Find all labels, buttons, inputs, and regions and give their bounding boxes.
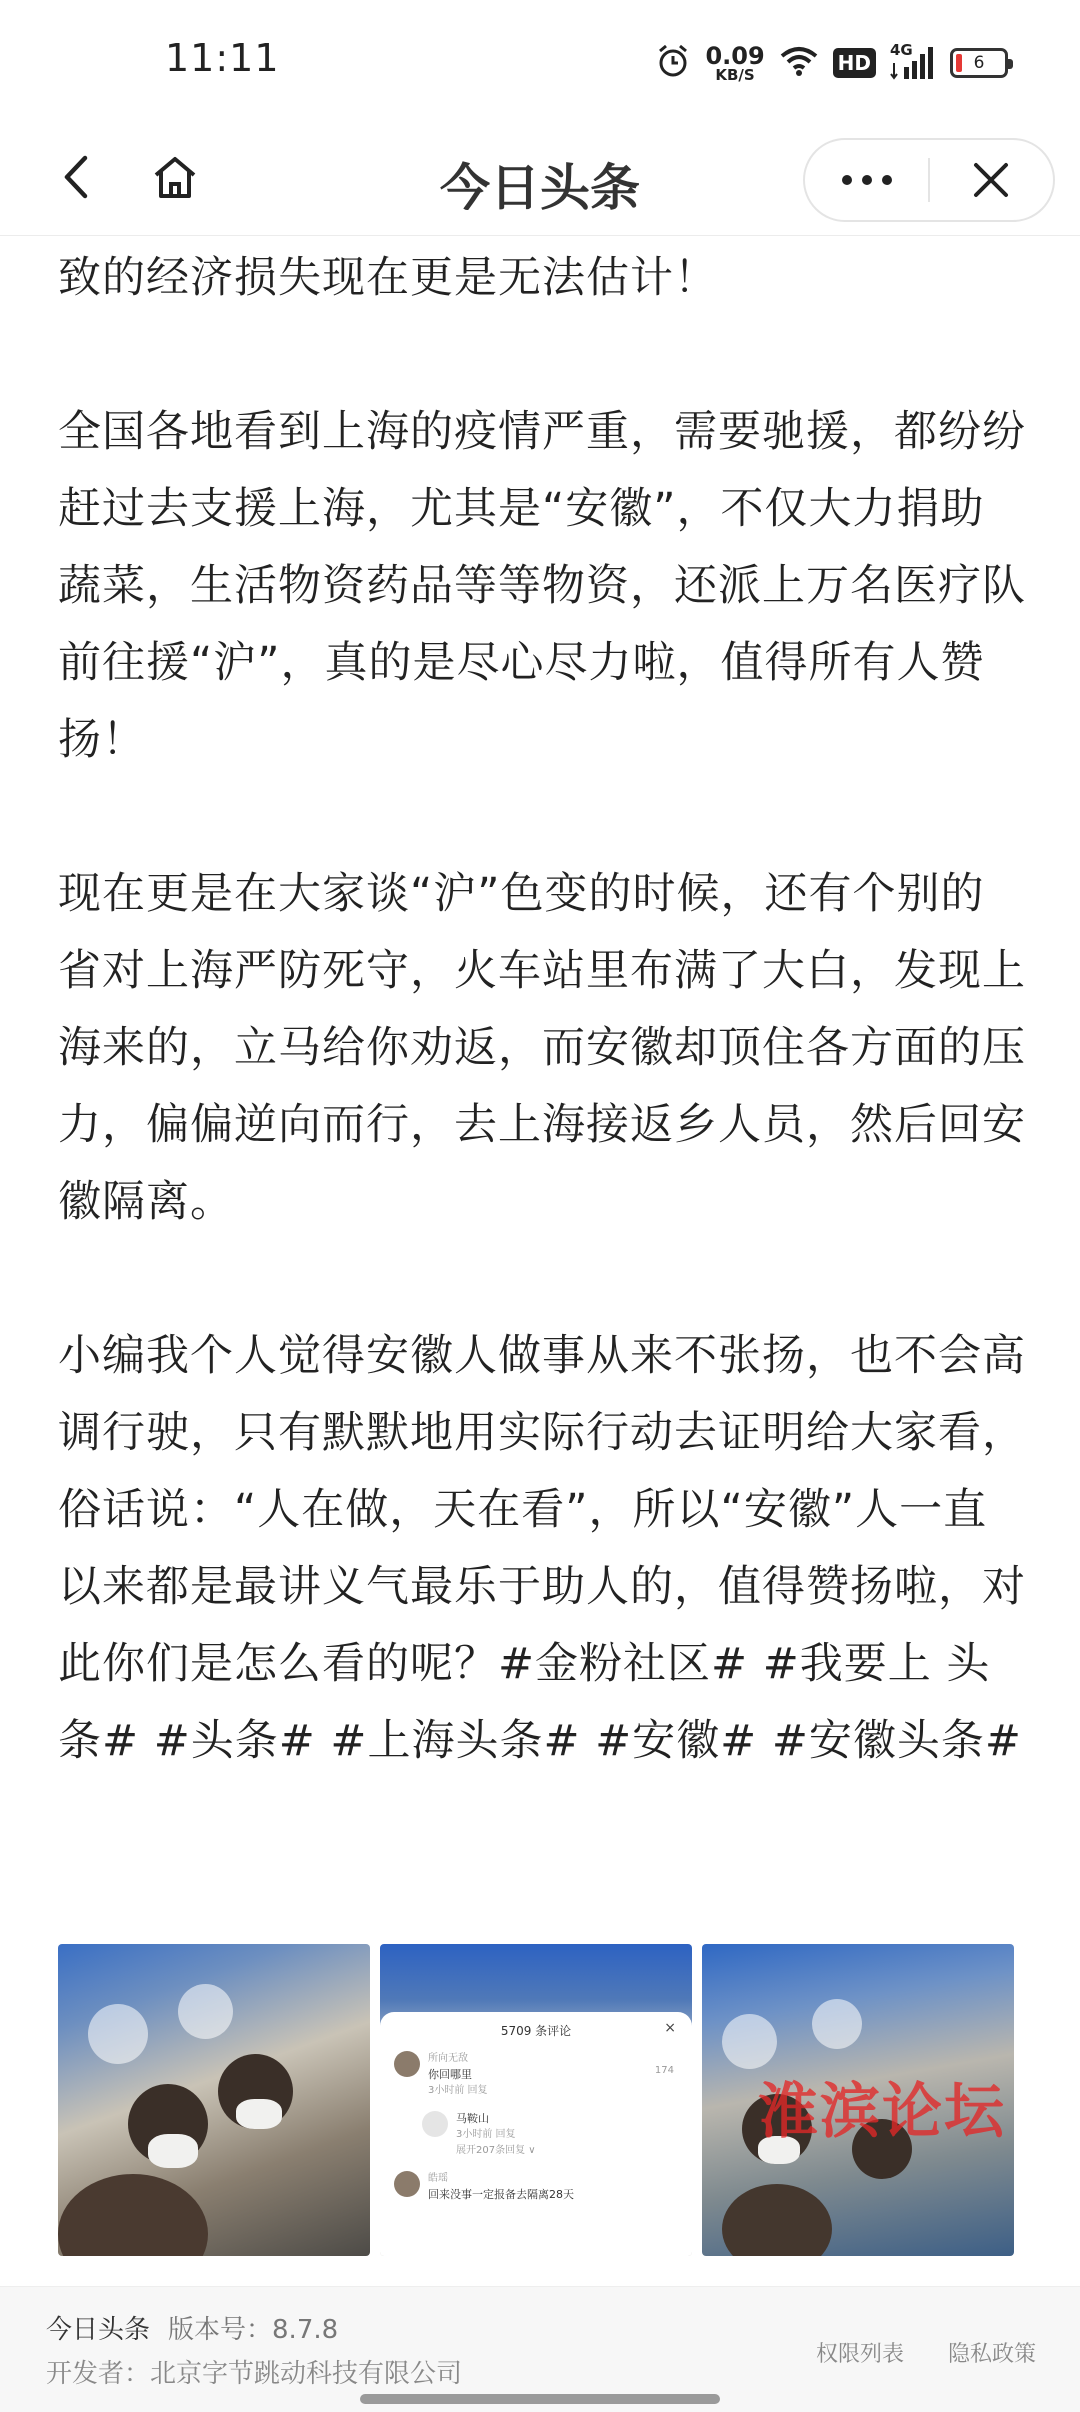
bus-photo-2[interactable] (702, 1944, 1014, 2256)
comment-item (394, 2171, 678, 2203)
close-icon (972, 161, 1010, 199)
comment-item (394, 2051, 678, 2099)
avatar (422, 2111, 448, 2137)
comment-item (422, 2111, 678, 2159)
nav-bar (0, 118, 1080, 236)
article-body (58, 240, 1028, 1780)
article-paragraph: 致的经济损失现在更是无法估计！ (58, 253, 718, 303)
comment-text: 你回哪里 (428, 2068, 472, 2081)
comment-meta: 3小时前 回复 (456, 2129, 516, 2140)
home-indicator[interactable] (360, 2394, 720, 2404)
avatar (394, 2171, 420, 2197)
comment-meta: 3小时前 回复 (428, 2085, 488, 2096)
signal-icon (890, 41, 936, 81)
privacy-link[interactable]: 隐私政策 (947, 2342, 1036, 2367)
net-speed (705, 41, 765, 84)
comment-count: 5709 条评论 (500, 2024, 572, 2038)
more-icon (841, 174, 893, 186)
comment-text: 回来没事一定报备去隔离28天 (428, 2188, 574, 2201)
footer-links (816, 2337, 1036, 2368)
battery-fill (956, 54, 962, 72)
avatar (394, 2051, 420, 2077)
watermark-text: 淮滨论坛 (758, 2077, 1006, 2147)
article-paragraph: 全国各地看到上海的疫情严重，需要驰援，都纷纷赶过去支援上海，尤其是“安徽”，不仅大力捐助蔬菜，生活物资药品等等物资，还派上万名医疗队前往援“沪”，真的是尽心尽力啦，值得所有人赞扬！ (58, 407, 1026, 765)
net-speed-unit: KB/S (715, 65, 755, 84)
bus-photo-1[interactable] (58, 1944, 370, 2256)
battery-icon (950, 48, 1008, 78)
comment-text: 马鞍山 (456, 2112, 489, 2125)
close-button[interactable] (930, 140, 1053, 220)
hd-badge: HD (833, 48, 876, 78)
battery-level: 6 (973, 53, 985, 73)
wifi-icon (779, 45, 819, 81)
status-time: 11:11 (165, 36, 280, 80)
comment-likes: 174 (654, 2065, 674, 2076)
network-type: 4G (890, 41, 913, 59)
more-button[interactable] (805, 140, 928, 220)
footer-version: 版本号：8.7.8 (168, 2315, 339, 2345)
article-paragraph: 小编我个人觉得安徽人做事从来不张扬，也不会高调行驶，只有默默地用实际行动去证明给大家看，俗话说：“人在做，天在看”，所以“安徽”人一直以来都是最讲义气最乐于助人的，值得赞扬啦，对此你们是怎么看的呢？#金粉社区# #我要上 头条# #头条# #上海头条# #安徽# #安徽头条# (58, 1331, 1026, 1766)
footer-app-info (46, 2309, 338, 2346)
page-title: 今日头条 (440, 159, 640, 217)
permissions-link[interactable]: 权限列表 (815, 2342, 904, 2367)
footer-app-name: 今日头条 (46, 2315, 151, 2345)
menu-capsule (803, 138, 1055, 222)
comment-user: 所向无敌 (428, 2053, 468, 2064)
comment-close-icon: × (664, 2020, 676, 2036)
status-bar (0, 0, 1080, 118)
image-gallery (58, 1944, 1014, 2256)
net-speed-value: 0.09 (705, 41, 765, 70)
footer-developer: 开发者：北京字节跳动科技有限公司 (46, 2359, 463, 2389)
article-paragraph: 现在更是在大家谈“沪”色变的时候，还有个别的省对上海严防死守，火车站里布满了大白，发现上海来的，立马给你劝返，而安徽却顶住各方面的压力，偏偏逆向而行，去上海接返乡人员，然后回安徽隔离。 (58, 869, 1026, 1227)
comment-panel (380, 2012, 692, 2256)
status-icons (655, 38, 1008, 88)
comment-screenshot-photo[interactable] (380, 1944, 692, 2256)
expand-replies: 展开207条回复 ∨ (456, 2145, 536, 2156)
comment-user: 皓瑶 (428, 2173, 448, 2184)
alarm-icon (655, 43, 691, 83)
